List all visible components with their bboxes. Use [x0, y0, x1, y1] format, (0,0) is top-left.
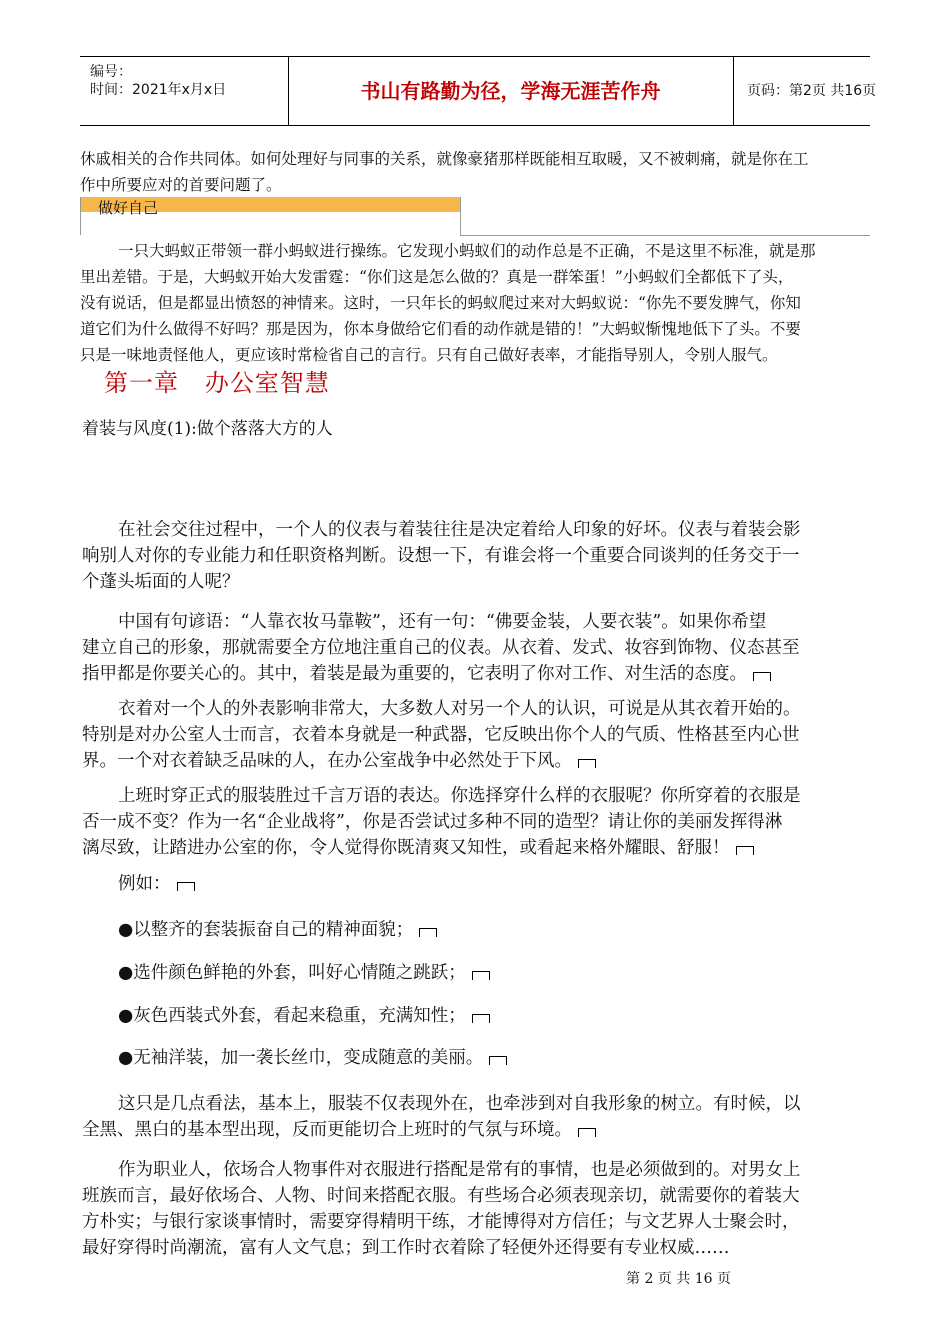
- section-line: 只是一味地责怪他人，更应该时常检省自己的言行。只有自己做好表率，才能指导别人，令别人服气。: [80, 346, 778, 364]
- page-footer: 第 2 页 共 16 页: [626, 1271, 731, 1287]
- bullet-item: [118, 917, 437, 943]
- body-line: 这只是几点看法，基本上，服装不仅表现外在，也牵涉到对自我形象的树立。有时候，以: [118, 1094, 801, 1114]
- body-line: [82, 1117, 596, 1143]
- body-line: 班族而言，最好依场合、人物、时间来搭配衣服。有些场合必须表现亲切，就需要你的着装大: [82, 1186, 800, 1206]
- body-line: 个蓬头垢面的人呢？: [82, 572, 240, 592]
- body-line: 在社会交往过程中，一个人的仪表与着装往往是决定着给人印象的好坏。仪表与着装会影: [118, 520, 801, 540]
- body-line-text: 全黑、黑白的基本型出现，反而更能切合上班时的气氛与环境。: [82, 1120, 572, 1140]
- body-line: 作为职业人，依场合人物事件对衣服进行搭配是常有的事情，也是必须做到的。对男女上: [118, 1160, 801, 1180]
- paragraph-mark-icon: [578, 1128, 596, 1137]
- intro-line: 休戚相关的合作共同体。如何处理好与同事的关系，就像豪猪那样既能相互取暖，又不被刺痛，就是你在工: [80, 150, 809, 168]
- body-line-text: 界。一个对衣着缺乏品味的人，在办公室战争中必然处于下风。: [82, 751, 572, 771]
- body-line-text: 指甲都是你要关心的。其中，着装是最为重要的，它表明了你对工作、对生活的态度。: [82, 664, 747, 684]
- body-line: [82, 748, 596, 774]
- page-header: [80, 56, 877, 126]
- bullet-item: [118, 1003, 490, 1029]
- section-divider: [460, 235, 870, 236]
- paragraph-mark-icon: [472, 1014, 490, 1023]
- paragraph-mark-icon: [736, 846, 754, 855]
- paragraph-mark-icon: [419, 928, 437, 937]
- body-line: 否一成不变？作为一名“企业战将”，你是否尝试过多种不同的造型？请让你的美丽发挥得淋: [82, 812, 783, 832]
- body-line: 方朴实；与银行家谈事情时，需要穿得精明干练，才能博得对方信任；与文艺界人士聚会时，: [82, 1212, 800, 1232]
- paragraph-mark-icon: [472, 971, 490, 980]
- bullet-text: ●灰色西装式外套，看起来稳重，充满知性；: [118, 1006, 466, 1026]
- section-line: 一只大蚂蚁正带领一群小蚂蚁进行操练。它发现小蚂蚁们的动作总是不正确，不是这里不标准，就是那: [118, 242, 816, 260]
- paragraph-mark-icon: [489, 1056, 507, 1065]
- bullet-text: ●选件颜色鲜艳的外套，叫好心情随之跳跃；: [118, 963, 466, 983]
- section-line: 里出差错。于是，大蚂蚁开始大发雷霆：“你们这是怎么做的？真是一群笨蛋！”小蚂蚁们全都低下了头，: [80, 268, 794, 286]
- chapter-title: 第一章 办公室智慧: [104, 369, 330, 397]
- body-line: 建立自己的形象，那就需要全方位地注重自己的仪表。从衣着、发式、妆容到饰物、仪态甚至: [82, 638, 800, 658]
- document-time: 时间：2021年x月x日: [90, 82, 227, 98]
- section-heading-box: [80, 197, 460, 235]
- bullet-text: ●以整齐的套装振奋自己的精神面貌；: [118, 920, 414, 940]
- section-divider: [460, 197, 461, 235]
- section-divider: [80, 197, 81, 235]
- bullet-item: [118, 1045, 507, 1071]
- intro-line: 作中所要应对的首要问题了。: [80, 176, 282, 194]
- body-line: 特别是对办公室人士而言，衣着本身就是一种武器，它反映出你个人的气质、性格甚至内心世: [82, 725, 800, 745]
- body-line: [118, 871, 195, 897]
- article-subtitle: 着装与风度(1):做个落落大方的人: [82, 419, 333, 439]
- body-line: 衣着对一个人的外表影响非常大，大多数人对另一个人的认识，可说是从其衣着开始的。: [118, 699, 801, 719]
- body-line: 上班时穿正式的服装胜过千言万语的表达。你选择穿什么样的衣服呢？你所穿着的衣服是: [118, 786, 801, 806]
- header-meta: [80, 57, 288, 125]
- body-line: [82, 661, 771, 687]
- bullet-item: [118, 960, 490, 986]
- header-motto: 书山有路勤为径，学海无涯苦作舟: [360, 79, 661, 103]
- body-line: 响别人对你的专业能力和任职资格判断。设想一下，有谁会将一个重要合同谈判的任务交于一: [82, 546, 800, 566]
- example-label: 例如：: [118, 874, 171, 894]
- body-line: 最好穿得时尚潮流，富有人文气息；到工作时衣着除了轻便外还得要有专业权威……: [82, 1238, 730, 1258]
- header-page-number: 页码：第2页 共16页: [747, 83, 877, 99]
- bullet-text: ●无袖洋装，加一袭长丝巾，变成随意的美丽。: [118, 1048, 484, 1068]
- body-line-text: 漓尽致，让踏进办公室的你，令人觉得你既清爽又知性，或看起来格外耀眼、舒服！: [82, 838, 730, 858]
- section-line: 道它们为什么做得不好吗？那是因为，你本身做给它们看的动作就是错的！”大蚂蚁惭愧地低下了头。不要: [80, 320, 801, 338]
- paragraph-mark-icon: [578, 759, 596, 768]
- paragraph-mark-icon: [177, 882, 195, 891]
- section-heading: 做好自己: [98, 199, 159, 217]
- body-line: 中国有句谚语：“人靠衣妆马靠鞍”，还有一句：“佛要金装，人要衣装”。如果你希望: [118, 612, 767, 632]
- section-line: 没有说话，但是都显出愤怒的神情来。这时，一只年长的蚂蚁爬过来对大蚂蚁说：“你先不要发脾气，你知: [80, 294, 801, 312]
- paragraph-mark-icon: [753, 672, 771, 681]
- document-number: 编号：: [90, 64, 132, 80]
- body-line: [82, 835, 754, 861]
